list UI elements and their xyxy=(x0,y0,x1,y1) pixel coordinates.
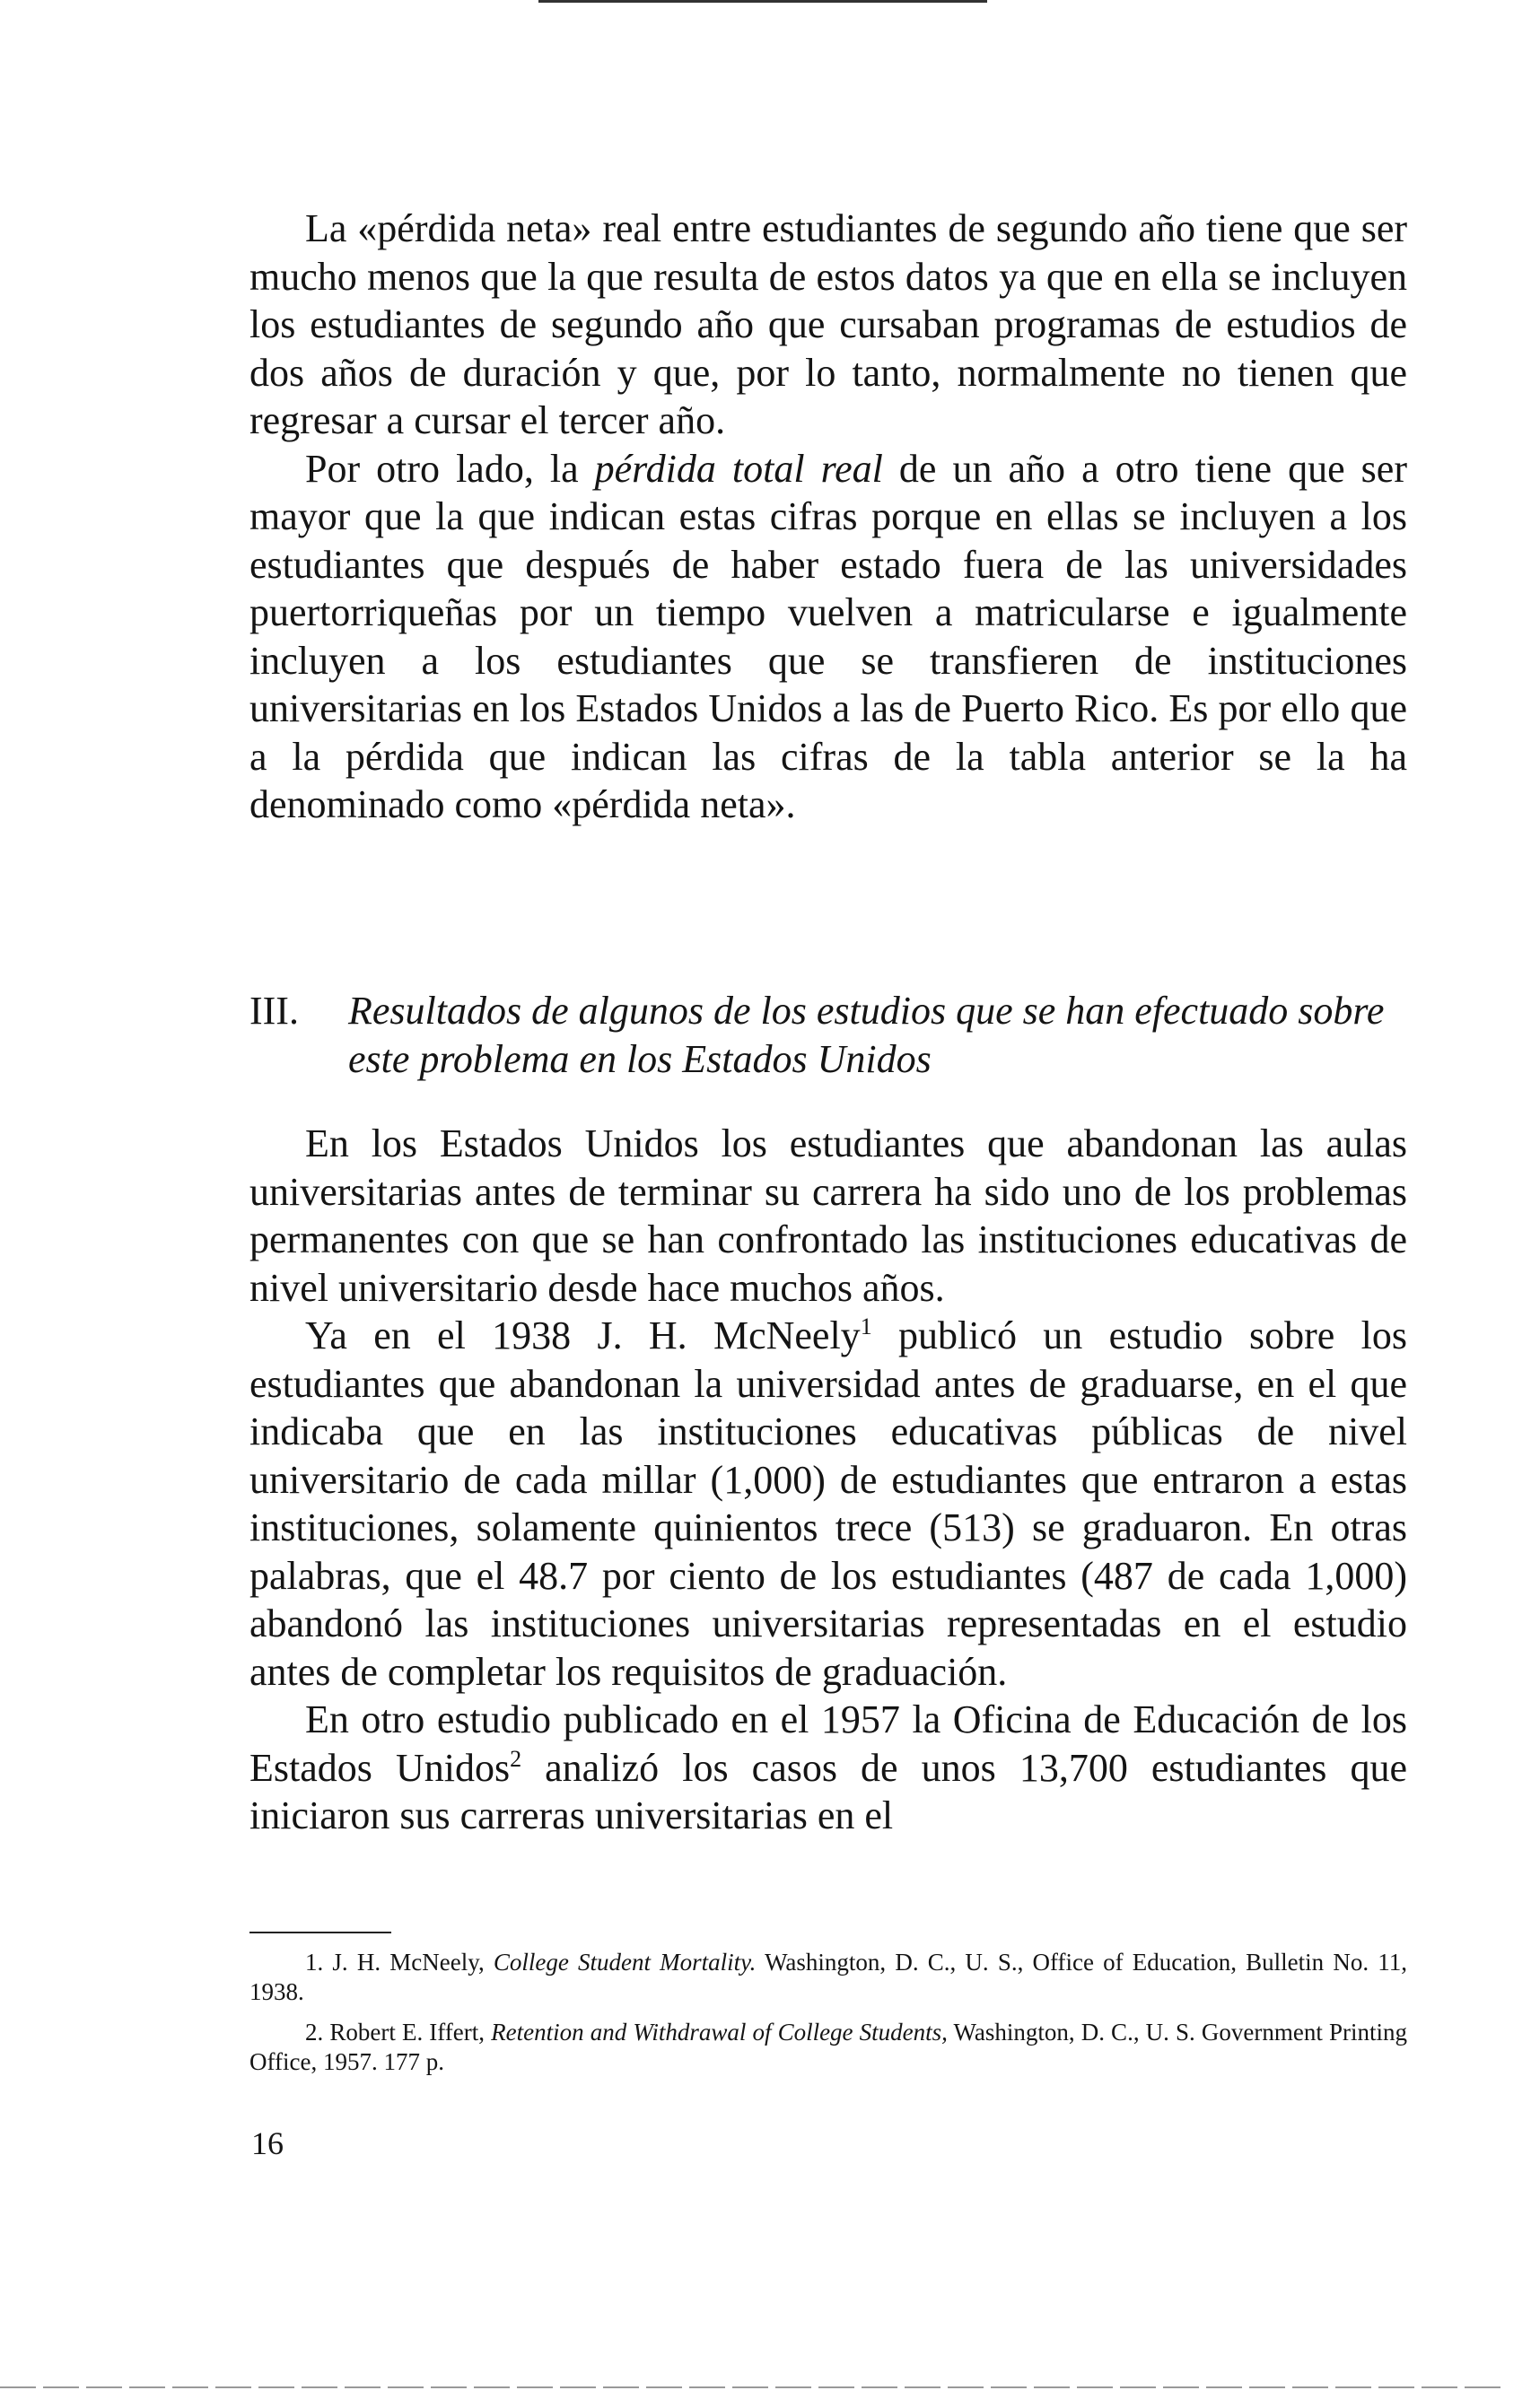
footnote-2-title: Retention and Withdrawal of College Students, xyxy=(491,2019,948,2046)
section-heading xyxy=(249,987,1407,1083)
page-number: 16 xyxy=(251,2125,284,2161)
body-text-section xyxy=(249,1120,1407,1840)
footnote-ref-1: 1 xyxy=(860,1313,872,1339)
emphasis-perdida-total-real: pérdida total real xyxy=(594,446,883,491)
paragraph-perdida-neta: La «pérdida neta» real entre estudiantes de segundo año tiene que ser mucho menos que la que resulta de estos datos ya que en ella se incluyen los estudiantes de segundo año que cursaban programas de estudios de dos años de duración y que, por lo tanto, normalmente no tienen que regresar a cursar el tercer año. xyxy=(249,206,1407,442)
paragraph-oficina-educacion: En otro estudio publicado en el 1957 la Oficina de Educación de los Estados Unidos$^2$ analizó los casos de unos 13,700 estudiantes que iniciaron sus carreras universitarias en el xyxy=(249,1697,1407,1837)
section-number: III. xyxy=(249,989,299,1033)
paragraph-mcneely: Ya en el 1938 J. H. McNeely$^1$ publicó un estudio sobre los estudiantes que abandonan la universidad antes de graduarse, en el que indicaba que en las instituciones educativas públicas de nivel universitario de cada millar (1,000) de estudiantes que entraron a estas instituciones, solamente quinientos trece (513) se graduaron. En otras palabras, que el 48.7 por ciento de los estudiantes (487 de cada 1,000) abandonó las instituciones universitarias representadas en el estudio antes de completar los requisitos de graduación. xyxy=(249,1313,1407,1694)
footnotes xyxy=(249,1948,1407,2077)
footnote-ref-2: 2 xyxy=(510,1745,522,1772)
paragraph-perdida-total: Por otro lado, la pérdida total real de un año a otro tiene que ser mayor que la que indican estas cifras porque en ellas se incluyen a los estudiantes que después de haber estado fuera de las universidades puertorriqueñas por un tiempo vuelven a matricularse e igualmente incluyen a los estudiantes que se transfieren de instituciones universitarias en los Estados Unidos a las de Puerto Rico. Es por ello que a la pérdida que indican las cifras de la tabla anterior se la ha denominado como «pérdida neta». xyxy=(249,446,1407,826)
scan-edge-bottom xyxy=(0,2386,1504,2388)
footnote-1: 1. J. H. McNeely, College Student Mortality. Washington, D. C., U. S., Office of Education, Bulletin No. 11, 1938. xyxy=(249,1949,1407,2005)
body-text-top xyxy=(249,205,1407,829)
footnote-1-title: College Student Mortality. xyxy=(493,1949,757,1976)
footnote-rule xyxy=(249,1932,391,1933)
paragraph-estados-unidos: En los Estados Unidos los estudiantes que abandonan las aulas universitarias antes de terminar su carrera ha sido uno de los problemas permanentes con que se han confrontado las instituciones educativas de nivel universitario desde hace muchos años. xyxy=(249,1121,1407,1310)
footnote-2: 2. Robert E. Iffert, Retention and Withdrawal of College Students, Washington, D. C., U. S. Government Printing Office, 1957. 177 p. xyxy=(249,2019,1407,2075)
scan-edge-top xyxy=(538,0,987,3)
book-page xyxy=(249,205,1407,2161)
section-title: Resultados de algunos de los estudios que se han efectuado sobre este problema en los Estados Unidos xyxy=(348,989,1385,1081)
